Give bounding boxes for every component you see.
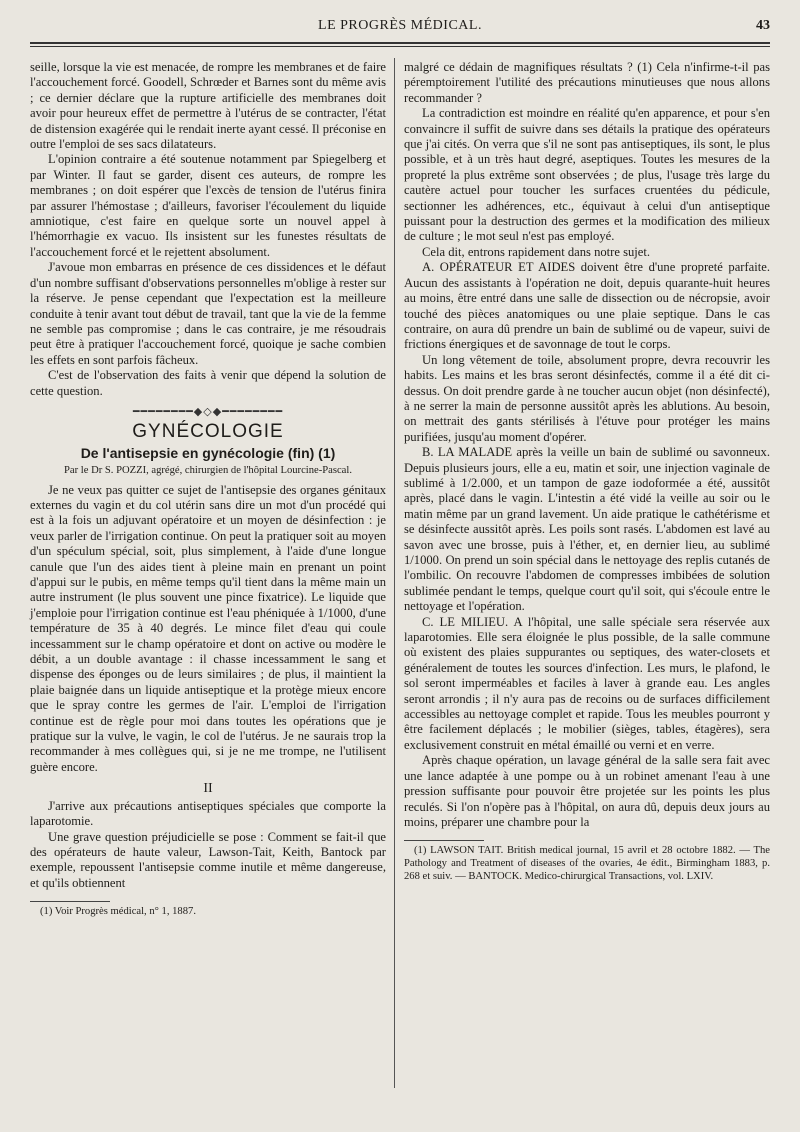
footnote: (1) Voir Progrès médical, n° 1, 1887.: [40, 906, 196, 918]
paragraph: seille, lorsque la vie est menacée, de rompre les membranes et de faire l'accouchement forcé. Goodell, Schrœder et Barnes sont du même avis ; ce dernier déclare que la rupture artificielle des membranes doit avoir pour heureux effet de permettre à l'utérus de se contracter, l'état de distension exagérée qui le rendait inerte ayant cessé. Il préconise en outre l'emploi de ses sacs dilatateurs.: [30, 60, 386, 152]
right-column: [404, 60, 770, 883]
paragraph: C. LE MILIEU. A l'hôpital, une salle spéciale sera réservée aux laparotomies. Elle sera éloignée le plus possible, de la salle commune où existent des plaies suppurantes ou septiques, des water-closets et généralement de toutes les sources d'infection. Les murs, le plafond, le sol seront imperméables et faciles à laver à grande eau. Les angles seront arrondis ; il n'y aura pas de recoins ou de surfaces difficilement accessibles au nettoyage complet et rapide. Tous les meubles pourront y être facilement déplacés ; le mobilier (sièges, tables, étagères), sera exclusivement construit en métal émaillé ou verni et en verre.: [404, 614, 770, 752]
column-divider: [394, 58, 395, 1088]
paragraph: malgré ce dédain de magnifiques résultats ? (1) Cela n'infirme-t-il pas péremptoirement l'utilité des précautions minutieuses que nous allons recommander ?: [404, 60, 770, 105]
paragraph: J'avoue mon embarras en présence de ces dissidences et le défaut d'un nombre suffisant d'observations personnelles m'oblige à rester sur la réserve. Je pense cependant que l'expectation est la meilleure conduite à tenir avant tout début de travail, tant que la vie de la femme ne semble pas compromise ; dans le cas contraire, je me résoudrais peut être à pratiquer l'accouchement forcé, quoique je sache combien les effets en sont parfois fâcheux.: [30, 260, 386, 367]
paragraph: Un long vêtement de toile, absolument propre, devra recouvrir les habits. Les mains et les bras seront désinfectés, comme il a été dit ci-dessus. On doit prendre garde à ne toucher aucun objet (non désinfecté), à ne serrer la main de personne aussitôt après les ablutions. Au besoin, on mettrait des gants stérilisés à l'étuve pour protéger les mains purifiées, jusqu'au moment d'opérer.: [404, 352, 770, 444]
paragraph: B. LA MALADE après la veille un bain de sublimé ou savonneux. Depuis plusieurs jours, elle a eu, matin et soir, une injection vaginale de sublimé à 1/2.000, et un tampon de gaze iodoformée a été, aussitôt après, placé dans le vagin. L'intestin a été vidé la veille au soir ou le matin même par un grand lavement. Un aide pratique le cathétérisme et se désinfecte aussitôt après. Les poils sont rasés. L'abdomen est lavé au savon avec une brosse, puis à l'éther, et, en dernier lieu, au sublimé 1/1000. On prend un soin spécial dans le nettoyage des replis cutanés de l'ombilic. On recouvre l'abdomen de compresses imbibées de solution sublimée pendant le temps, quelque court qu'il soit, qui s'écoule entre le nettoyage et l'opération.: [404, 445, 770, 614]
paragraph: Après chaque opération, un lavage général de la salle sera fait avec une lance adaptée à une pompe ou à un robinet amenant l'eau à une pression suffisante pour pouvoir être projetée sur les points les plus reculés. Si l'on n'opère pas à l'hôpital, on aura dû, depuis deux jours au moins, préparer une chambre pour la: [404, 753, 770, 829]
paragraph: A. OPÉRATEUR ET AIDES doivent être d'une propreté parfaite. Aucun des assistants à l'opération ne doit, depuis quarante-huit heures au moins, être entré dans une salle de dissection ou de nécropsie, avoir touché des pièces anatomiques ou une plaie septique. Dans le cas contraire, on aura dû prendre un bain de sublimé ou de vapeur, suivi de frictions énergiques et de savonnage de tout le corps.: [404, 260, 770, 352]
running-header: [30, 18, 770, 40]
page-number: 43: [756, 18, 770, 33]
paragraph: C'est de l'observation des faits à venir que dépend la solution de cette question.: [30, 368, 386, 398]
paragraph: Une grave question préjudicielle se pose : Comment se fait-il que des opérateurs de haute valeur, Lawson-Tait, Keith, Bantock par exemple, repoussent l'antisepsie comme inutile et même dangereuse, et qu'ils obtiennent: [30, 829, 386, 890]
article-title: De l'antisepsie en gynécologie (fin) (1): [80, 444, 336, 461]
ornament-divider: ━━━━━━━━◆◇◆━━━━━━━━: [132, 405, 284, 418]
section-number: II: [203, 781, 213, 797]
byline: Par le Dr S. POZZI, agrégé, chirurgien de l'hôpital Lourcine-Pascal.: [64, 465, 352, 477]
paragraph: Je ne veux pas quitter ce sujet de l'antisepsie des organes génitaux externes du vagin et du col utérin sans dire un mot d'un procédé qui est à la fois un adjuvant opératoire et un moyen de désinfection : je veux parler de l'irrigation continue. On peut la pratiquer soit au moyen d'un spéculum spécial, soit, plus simplement, à l'aide d'une longue canule que l'un des aides tient à pleine main en prenant un point d'appui sur le pubis, en même temps qu'il tient dans la même main un autre instrument (le plus souvent une pince fixatrice). Le liquide que j'emploie pour l'irrigation continue est l'eau phéniquée à 1/1000, d'une température de 35 à 40 degrés. Le mince filet d'eau qui coule incessamment sur le champ opératoire et dont on active ou modère le débit, a un double avantage : il chasse incessamment le sang et dispense des éponges ou de leurs similaires ; de plus, il maintient la plaie baignée dans un liquide antiseptique et la protège mieux encore que le spray contre les germes de l'air. L'emploi de l'irrigation continue est de règle pour moi dans toutes les opérations que je pratique sur la vulve, le vagin, le col de l'utérus. Je ne saurais trop la recommander à mes collègues qui, si je ne me trompe, ne l'utilisent guère encore.: [30, 482, 386, 774]
footnote-rule: [404, 840, 484, 841]
section-heading: GYNÉCOLOGIE: [132, 421, 284, 443]
left-column: [30, 60, 386, 919]
footnote-rule: [30, 901, 110, 902]
header-rule: [30, 42, 770, 47]
paragraph: L'opinion contraire a été soutenue notamment par Spiegelberg et par Winter. Il faut se garder, disent ces auteurs, de rompre les membranes ; on doit espérer que l'excès de tension de l'utérus finira par assurer l'hémostase ; d'ailleurs, favoriser l'écoulement du liquide amniotique, c'est faire en quelque sorte un nouvel appel à l'hémorrhagie ex vacuo. Ils insistent sur les funestes résultats de l'accouchement forcé et le rejettent absolument.: [30, 152, 386, 259]
footnote: (1) LAWSON TAIT. British medical journal, 15 avril et 28 octobre 1882. — The Pathology and Treatment of diseases of the ovaries, 4e édit., Birmingham 1883, p. 268 et suiv. — BANTOCK. Medico-chirurgical Transactions, vol. LXIV.: [404, 845, 770, 882]
paragraph: La contradiction est moindre en réalité qu'en apparence, et pour s'en convaincre il suffit de suivre dans ses détails la pratique des opérateurs que j'ai cités. On verra que s'il ne sont pas antiseptiques, ils sont, le plus possible, et à un très haut degré, aseptiques. Toutes les mesures de la propreté la plus extrême sont observées ; de plus, l'usage très large du cautère actuel pour toucher les surfaces cruentées du pédicule, sectionner les adhérences, etc., équivaut à celui d'un antiseptique puissant pour la destruction des germes et la modification des milieux de culture ; le mot seul n'est pas employé.: [404, 106, 770, 244]
journal-title: LE PROGRÈS MÉDICAL.: [318, 18, 482, 33]
paragraph: Cela dit, entrons rapidement dans notre sujet.: [422, 244, 651, 259]
paragraph: J'arrive aux précautions antiseptiques spéciales que comporte la laparotomie.: [30, 798, 386, 829]
